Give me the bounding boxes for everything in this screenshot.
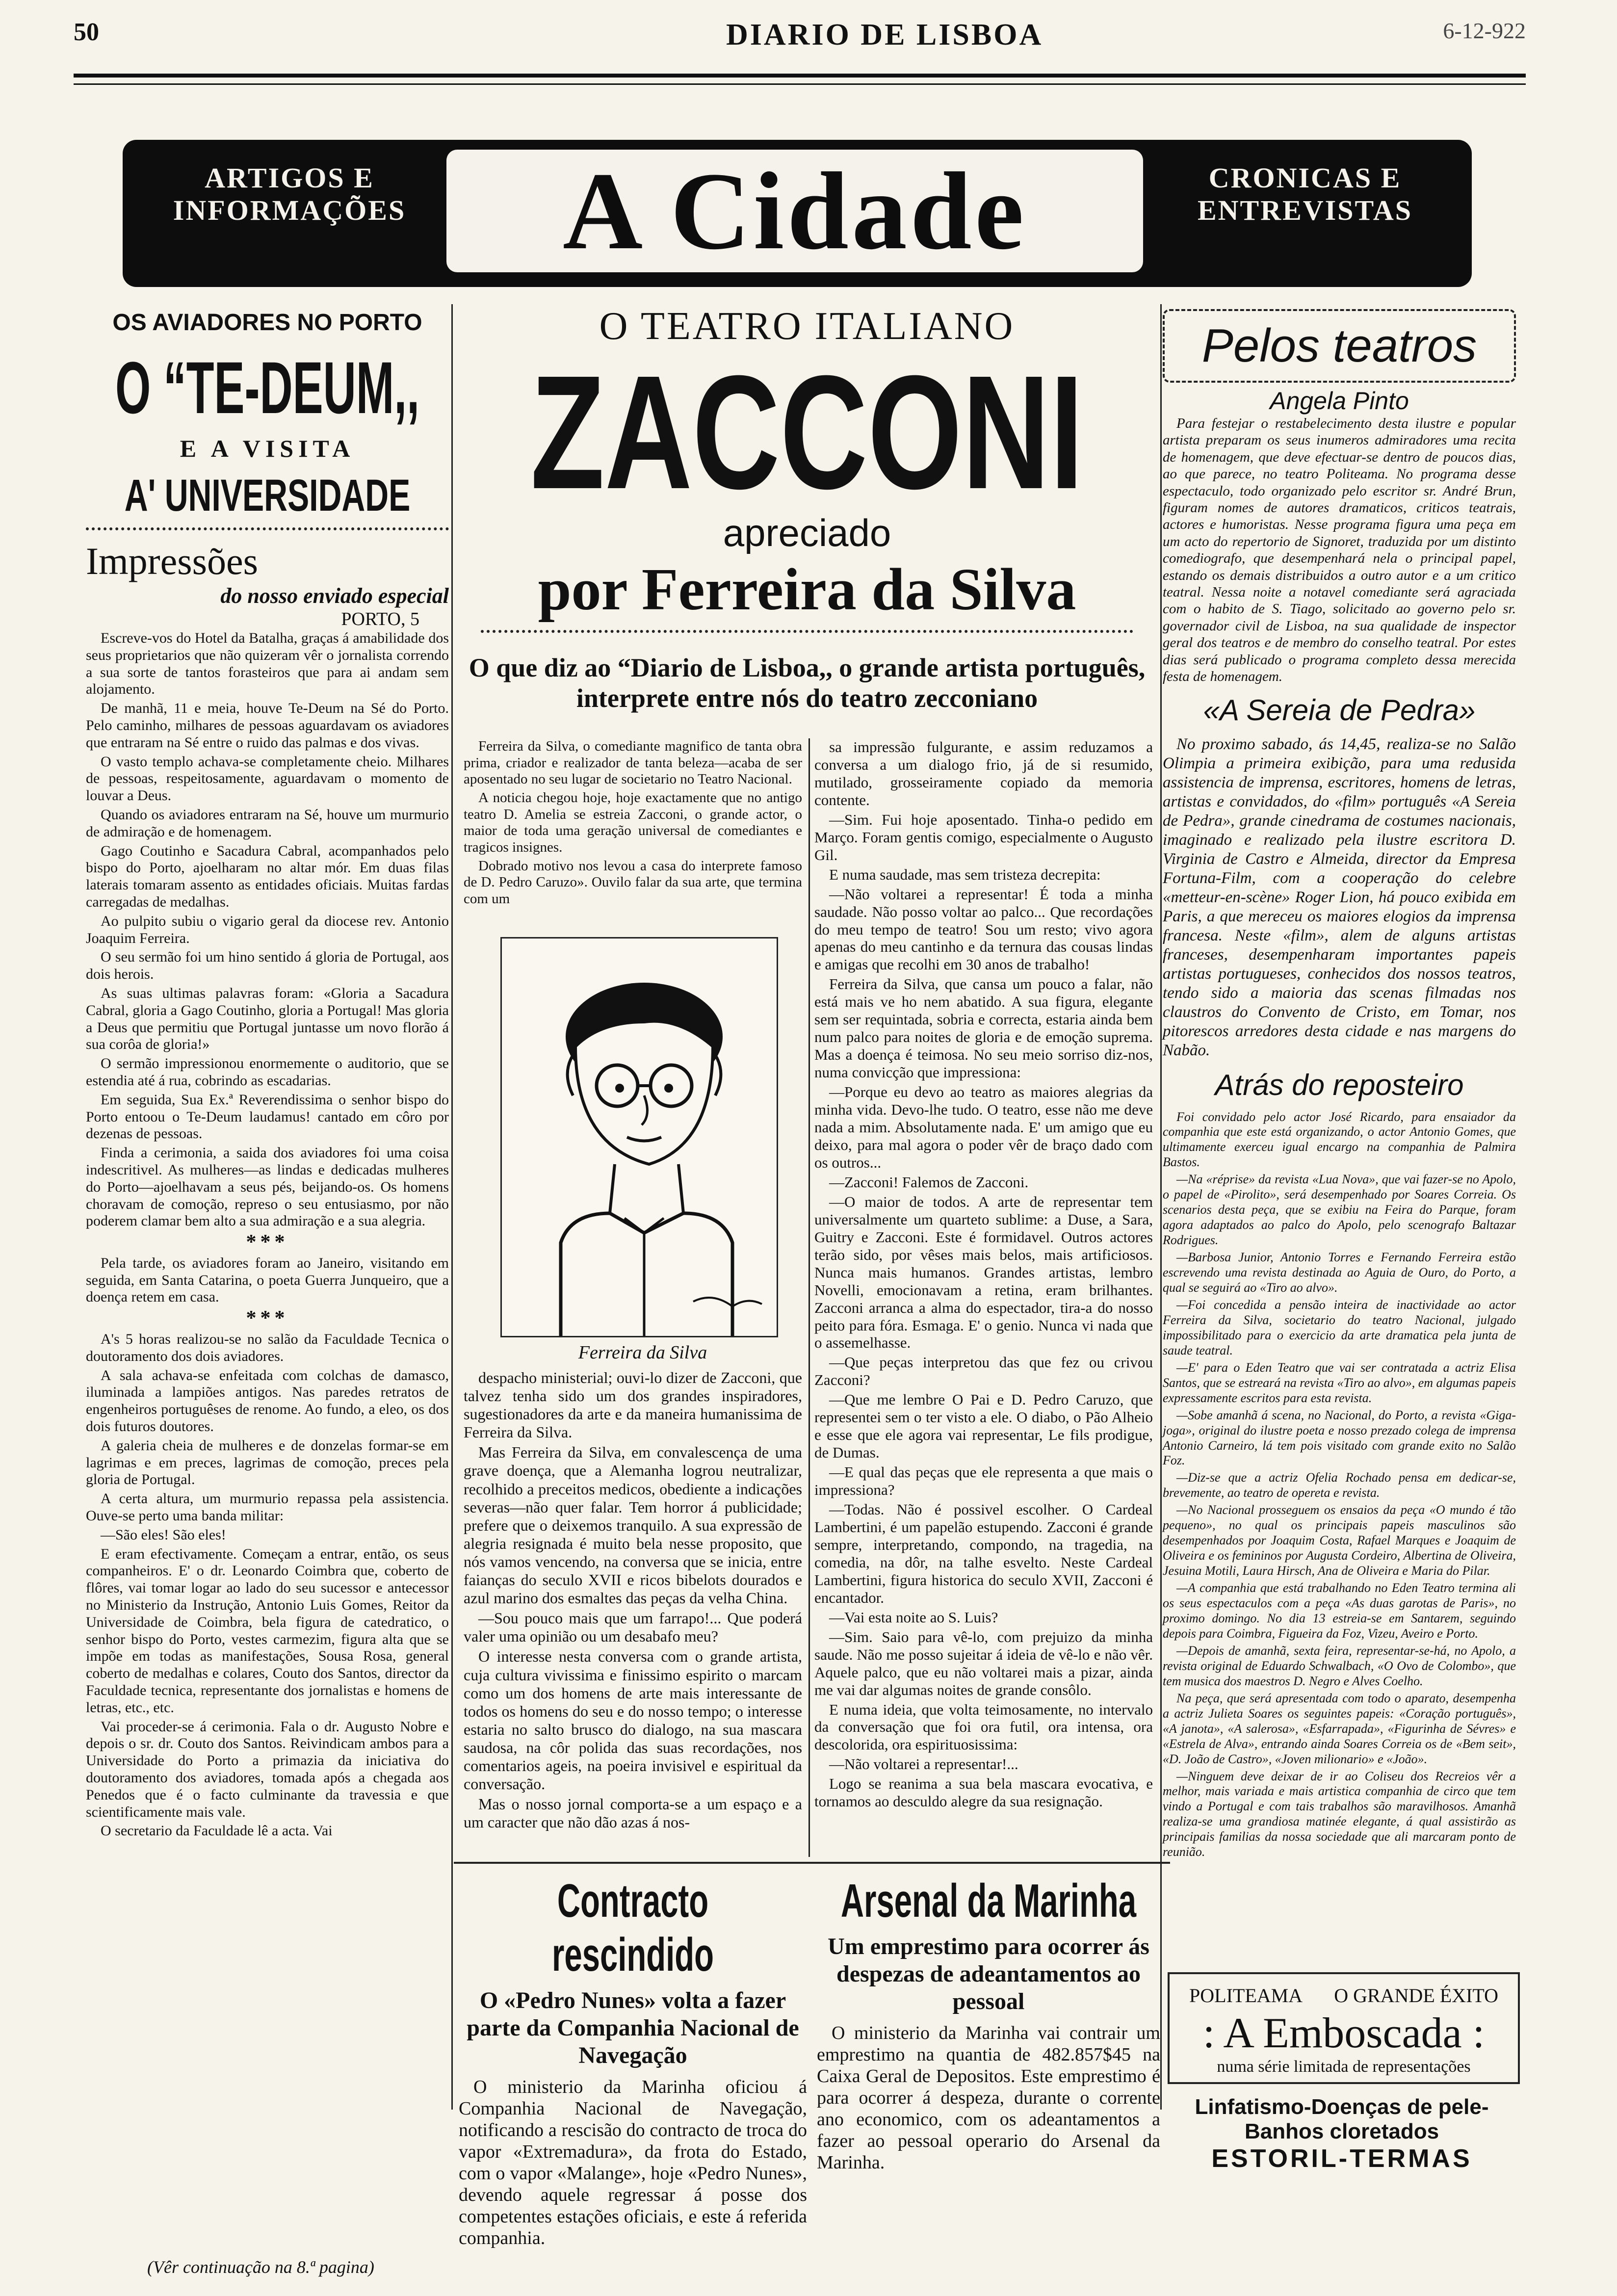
advertisement-politeama xyxy=(1168,1972,1520,2084)
article-paragraph: A sala achava-se enfeitada com colchas de damasco, iluminada a lampiões antigos. Nas paredes retratos de engenheiros portuguêses de renome. Ao fundo, a eleo, os dos dois futuros doutores. xyxy=(86,1367,449,1435)
star-separator: *** xyxy=(246,1231,289,1254)
article-paragraph: Ferreira da Silva, o comediante magnifico de tanta obra prima, criador e realizador de tanta beleza—acaba de ser aposentado no seu lugar de societario no Teatro Nacional. xyxy=(464,738,802,787)
article-paragraph: —Porque eu devo ao teatro as maiores alegrias da minha vida. Devo-lhe tudo. O teatro, esse não me deve nada a mim. Absolutamente nada. E' um amigo que eu deixo, para mal agora o poder vêr de braço dado com os outros... xyxy=(814,1083,1153,1171)
portrait-caricature xyxy=(500,937,778,1337)
article-paragraph: Mas o nosso jornal comporta-se a um espaço e a um caracter que não dão azas á nos- xyxy=(464,1795,802,1831)
article-paragraph: Quando os aviadores entraram na Sé, houve um murmurio de admiração e de homenagem. xyxy=(86,806,449,840)
article-paragraph: O vasto templo achava-se completamente cheio. Milhares de pessoas, respeitosamente, aguardavam o momento de louvar a Deus. xyxy=(86,753,449,804)
banner-left-label: ARTIGOS E INFORMAÇÕES xyxy=(173,162,406,226)
article-paragraph: O seu sermão foi um hino sentido á gloria de Portugal, aos dois herois. xyxy=(86,949,449,983)
article-paragraph: Para festejar o restabelecimento desta ilustre e popular artista preparam os seus inumeros admiradores uma recita de homenagem, que deve efectuar-se dentro de poucos dias, ao que parece, no teatro Politeama. No programa desse espectaculo, todo organizado pelo escritor sr. André Brun, figuram nomes de autores dramaticos, criticos teatrais, actores e humoristas. Nesse programa figura uma peça em um acto do repertorio de Signoret, traduzida por um distinto comediografo, que desempenhará nela o principal papel, estando os demais distribuidos a outro autor e a um critico teatral. Nessa noite a notavel comediante será agraciada com o habito de S. Tiago, solicitado ao governo pelo sr. governador civil de Lisboa, na sua qualidade de inspector geral dos teatros e de membro do conselho teatral. Por estes dias será publicado o programa completo dessa merecida festa de homenagem. xyxy=(1163,416,1516,685)
article-paragraph: As suas ultimas palavras foram: «Gloria a Sacadura Cabral, gloria a Gago Coutinho, gloria a Portugal! Mas gloria a Deus que permitiu que Portugal juntasse um novo florão á sua corôa de gloria!» xyxy=(86,985,449,1053)
article-paragraph: Gago Coutinho e Sacadura Cabral, acompanhados pelo bispo do Porto, ajoelharam no altar mór. Em duas filas laterais tomaram assento as entidades oficiais. Muitas fardas carregadas de medalhas. xyxy=(86,842,449,910)
article-paragraph: A galeria cheia de mulheres e de donzelas formar-se em lagrimas e em preces, lagrimas de comoção, preces pela gloria de Portugal. xyxy=(86,1437,449,1488)
article-kicker: O TEATRO ITALIANO xyxy=(599,305,1015,348)
header-rule xyxy=(74,74,1526,78)
banner-title: A Cidade xyxy=(563,150,1027,272)
dateline: PORTO, 5 xyxy=(341,609,419,629)
ad-name: ESTORIL-TERMAS xyxy=(1211,2144,1472,2173)
article-paragraph: —Sim. Saio para vê-lo, com prejuizo da minha saude. Não me posso sujeitar á ideia de vê-lo e não vêr. Aquele palco, que eu não voltarei mais a pizar, ainda me vai dar algumas noites de grande consôlo. xyxy=(814,1628,1153,1698)
article-deck: Um emprestimo para ocorrer ás despezas de adeantamentos ao pessoal xyxy=(828,1933,1149,2014)
article-paragraph: Mas Ferreira da Silva, em convalescença de uma grave doença, que a Alemanha logrou neutralizar, recolhido a preceitos medicos, obediente a indicações severas—não quer falar. Tem horror á publicidade; prefere que o deixemos tranquilo. A sua expressão de alegria resignada é muito bela nesse proposito, que nós vamos vencendo, na conversa que se inicia, entre faianças do seculo XVII e ricos bibelots dourados e azul marino dos esmaltes das peças da velha China. xyxy=(464,1443,802,1607)
column-pelos-teatros xyxy=(1163,309,1516,1862)
article-deck: O que diz ao “Diario de Lisboa,, o grande artista português, interprete entre nós do teatro zecconiano xyxy=(469,653,1146,713)
portrait-caption: Ferreira da Silva xyxy=(578,1342,707,1363)
article-paragraph: —E' para o Eden Teatro que vai ser contratada a actriz Elisa Santos, que se estreará na revista «Tiro ao alvo», em algumas papeis expressamente escritos para esta revista. xyxy=(1163,1360,1516,1405)
article-paragraph: —Diz-se que a actriz Ofelia Rochado pensa em dedicar-se, brevemente, ao teatro de opereta e revista. xyxy=(1163,1470,1516,1500)
article-paragraph: —São eles! São eles! xyxy=(101,1526,226,1543)
continuation-note: (Vêr continuação na 8.ª pagina) xyxy=(147,2257,374,2277)
dotted-separator xyxy=(86,527,449,530)
banner-right-label: CRONICAS E ENTREVISTAS xyxy=(1197,162,1413,226)
article-paragraph: —Foi concedida a pensão inteira de inactividade ao actor Ferreira da Silva, societario do teatro Nacional, julgado impossibilitado para o exercicio da arte dramatica pela junta de saude teatral. xyxy=(1163,1297,1516,1357)
ad-subtitle: numa série limitada de representações xyxy=(1217,2058,1471,2076)
advertisement-estoril xyxy=(1168,2095,1516,2173)
article-paragraph: —Ninguem deve deixar de ir ao Coliseu dos Recreios vêr a melhor, mais variada e mais artistica companhia de circo que tem vindo a Portugal e com tais trabalhos são maravilhosos. Amanhã realiza-se uma grandiosa matinée elegante, á qual assistirão as principais familias da nossa sociedade que ali marcaram ponto de reunião. xyxy=(1163,1769,1516,1859)
article-paragraph: No proximo sabado, ás 14,45, realiza-se no Salão Olimpia a primeira exibição, para uma redusida assistencia de imprensa, escritores, homens de letras, artistas e convidados, do «film» português «A Sereia de Pedra», grande cinedrama de costumes nacionais, imaginado e realizado pela ilustre escritora D. Virginia de Castro e Almeida, director da Empresa Fortuna-Film, com a cooperação do celebre «metteur-en-scène» Roger Lion, há pouco exibida em Paris, a que mereceu os maiores elogios da imprensa francesa. Neste «film», alem de alguns artistas franceses, desempenharam importantes papeis artistas portugueses, conhecidos dos nossos teatros, tendo sido a maioria das scenas filmadas nos claustros do Convento de Cristo, em Tomar, nos pitorescos arredores desta cidade e nas margens do Nabão. xyxy=(1163,735,1516,1059)
article-paragraph: —Todas. Não é possivel escolher. O Cardeal Lambertini, é um papelão estupendo. Zacconi é grande sempre, interpretando, compondo, na tragedia, na comedia, na dôr, na talhe esvelto. Neste Cardeal Lambertini, figura historica do seculo XVII, Zacconi é encantador. xyxy=(814,1501,1153,1606)
article-paragraph: —Não voltarei a representar!... xyxy=(829,1755,1018,1773)
article-paragraph: despacho ministerial; ouvi-lo dizer de Zacconi, que talvez tenha sido um dos grandes inspiradores, sugestionadores da arte e da maneira humanissima de Ferreira da Silva. xyxy=(464,1369,802,1441)
article-paragraph: O ministerio da Marinha vai contrair um emprestimo na quantia de 482.857$45 na Caixa Geral de Depositos. Este emprestimo é para ocorrer á despeza, durante o corrente ano economico, com os adeantamentos a fazer ao pessoal operario do Arsenal da Marinha. xyxy=(817,2023,1160,2173)
article-paragraph: O secretario da Faculdade lê a acta. Vai xyxy=(101,1823,333,1839)
article-paragraph: —Sou pouco mais que um farrapo!... Que poderá valer uma opinião ou um desabafo meu? xyxy=(464,1609,802,1645)
article-paragraph: A's 5 horas realizou-se no salão da Faculdade Tecnica o doutoramento dos dois aviadores. xyxy=(86,1331,449,1364)
article-paragraph: A noticia chegou hoje, hoje exactamente que no antigo teatro D. Amelia se estreia Zacconi, o grande actor, o maior de toda uma geração universal de comediantes e tragicos insignes. xyxy=(464,789,802,855)
page-header xyxy=(74,18,1526,52)
article-paragraph: —Vai esta noite ao S. Luis? xyxy=(829,1608,998,1626)
article-paragraph: E eram efectivamente. Começam a entrar, então, os seus companheiros. E' o dr. Leonardo Coimbra que, coberto de flôres, vai tomar logar ao lado do seu sucessor e antecessor no Ministerio da Instrução, Antonio Luis Gomes, Reitor da Universidade de Coimbra, bela figura de catedratico, o senhor bispo do Porto, vestes carmezim, figura alta que se impõe em todas as manifestações, Sousa Rosa, general coberto de medalhas e colares, Couto dos Santos, director da Faculdade tecnica, representante dos jornalistas e homens de letras, etc., etc. xyxy=(86,1545,449,1716)
article-paragraph: Na peça, que será apresentada com todo o aparato, desempenha a actriz Julieta Soares os seguintes papeis: «Coração português», «A janota», «A salerosa», «Esfarrapada», «Figurinha de Sévres» e «Estrela de Alva», entrando ainda Soares Correia os de «Bem seit», «D. João de Castro», «Joven milionario» e «João». xyxy=(1163,1691,1516,1766)
article-paragraph: —No Nacional prosseguem os ensaios da peça «O mundo é tão pequeno», no qual os principais papeis masculinos são desempenhados por Joaquim Costa, Rafael Marques e Joaquim de Oliveira e os femininos por Augusta Cordeiro, Albertina de Oliveira, Jesuina Motili, Laura Hirsch, Ana de Oliveira e Maria do Pilar. xyxy=(1163,1503,1516,1578)
header-rule-thin xyxy=(74,83,1526,85)
article-paragraph: —Na «réprise» da revista «Lua Nova», que vai fazer-se no Apolo, o papel de «Pirolito», será desempenhado por Soares Correia. Os scenarios desta peça, que se exibiu na Feira do Parque, foram agora adaptados ao palco do Apolo, pelo scenografo Baltazar Rodrigues. xyxy=(1163,1172,1516,1248)
article-paragraph: sa impressão fulgurante, e assim reduzamos a conversa a um dialogo frio, já de si resumido, mutilado, grosseiramente copiado da memoria contente. xyxy=(814,738,1153,809)
article-aviadores xyxy=(86,309,449,1842)
page-number: 50 xyxy=(74,18,99,46)
newspaper-masthead: DIARIO DE LISBOA xyxy=(726,18,1043,52)
article-headline: ZACCONI xyxy=(530,341,1084,522)
article-paragraph: Logo se reanima a sua bela mascara evocativa, e tornamos ao desculdo alegre da sua resignação. xyxy=(814,1775,1153,1810)
section-banner xyxy=(123,140,1472,287)
article-paragraph: —E qual das peças que ele representa a que mais o impressiona? xyxy=(814,1463,1153,1499)
article-headline: Contracto rescindido xyxy=(551,1875,714,1981)
article-headline: Arsenal da Marinha xyxy=(840,1875,1137,1927)
article-paragraph: Em seguida, Sua Ex.ª Reverendissima o senhor bispo do Porto entoou o Te-Deum laudamus! cantado em côro por dezenas de pessoas. xyxy=(86,1091,449,1142)
article-paragraph: —Que peças interpretou das que fez ou crivou Zacconi? xyxy=(814,1354,1153,1389)
article-body-col-b xyxy=(814,738,1153,1812)
article-paragraph: Pela tarde, os aviadores foram ao Janeiro, visitando em seguida, em Santa Catarina, o poeta Guerra Junqueiro, que a doença retem em casa. xyxy=(86,1254,449,1305)
star-separator: *** xyxy=(246,1307,289,1330)
article-body xyxy=(86,630,449,1840)
article-paragraph: —Não voltarei a representar! É toda a minha saudade. Não posso voltar ao palco... Que recordações do meu tempo de teatro! Sou um resto; vivo agora apenas do meu cantinho e da ternura das cousas lindas e amigas que recolhi em 30 anos de trabalho! xyxy=(814,885,1153,973)
article-paragraph: Ferreira da Silva, que cansa um pouco a falar, não está mais ve ho nem abatido. A sua figura, elegante sem ser requintada, sobria e correcta, estaria ainda bem num palco para noites de gloria e de emoção suprema. Mas a doença é teimosa. No seu meio sorriso diz-nos, numa convicção que impressiona: xyxy=(814,975,1153,1081)
article-paragraph: Foi convidado pelo actor José Ricardo, para ensaiador da companhia que este está organizando, o actor Antonio Gomes, que ultimamente exerceu igual encargo na companhia de Palmira Bastos. xyxy=(1163,1109,1516,1170)
caricature-drawing xyxy=(502,939,777,1336)
ad-venue: POLITEAMA xyxy=(1189,1984,1303,2007)
article-body-col-a-lower xyxy=(464,1369,802,1833)
article-paragraph: Finda a cerimonia, a saida dos aviadores foi uma coisa indescritivel. As mulheres—as lindas e dedicadas mulheres do Porto—ajoelhavam a seus pés, beijando-os. Os homens choravam de comoção, represo o seu entusiasmo, por não poderem clamar bem alto a sua admiração e a sua alegria. xyxy=(86,1145,449,1229)
section-title-box: Pelos teatros xyxy=(1163,309,1516,383)
page-code: 6-12-922 xyxy=(1443,18,1526,43)
article-paragraph: —Zacconi! Falemos de Zacconi. xyxy=(829,1173,1029,1191)
article-paragraph: —Depois de amanhã, sexta feira, representar-se-há, no Apolo, a revista original de Eduardo Schwalbach, «O Ovo de Colombo», que tem musica dos maestros D. Negro e Alves Coelho. xyxy=(1163,1643,1516,1688)
subsection-title: Atrás do reposteiro xyxy=(1215,1068,1464,1101)
article-paragraph: E numa saudade, mas sem tristeza decrepita: xyxy=(829,865,1101,883)
article-body xyxy=(1163,415,1516,685)
article-zacconi-head xyxy=(451,304,1163,713)
article-paragraph: —Barbosa Junior, Antonio Torres e Fernando Ferreira estão escrevendo uma revista destinada ao Aguia de Ouro, do Porto, a qual se seguirá ao «Tiro ao alvo». xyxy=(1163,1250,1516,1295)
dotted-separator xyxy=(481,630,1133,633)
article-paragraph: Dobrado motivo nos levou a casa do interprete famoso de D. Pedro Caruzo». Ouvilo falar da sua arte, que termina com um xyxy=(464,858,802,907)
section-subtitle: Angela Pinto xyxy=(1270,387,1409,415)
article-paragraph: Escreve-vos do Hotel da Batalha, graças á amabilidade dos seus proprietarios que não quizeram vêr o jornalista correndo a sua sorte de tantos forasteiros que para ai andam sem alojamento. xyxy=(86,630,449,698)
ad-tagline: O GRANDE ÉXITO xyxy=(1334,1984,1498,2007)
article-paragraph: E numa ideia, que volta teimosamente, no intervalo da conversação que foi ora futil, ora intensa, ora descolorida, ora espirituosissima: xyxy=(814,1700,1153,1753)
article-body xyxy=(1163,735,1516,1060)
article-subhead-large: A' UNIVERSIDADE xyxy=(124,470,411,521)
article-paragraph: O interesse nesta conversa com o grande artista, cuja cultura vivissima e finissimo espirito o marcam como um dos homens de arte mais interessante de todos os homens do seu e do nosso tempo; o interesse estaria no salto brusco do dialogo, na sua mascara saudosa, na côr polida das suas recordações, nos comentarios ageis, na poeira invisivel e espiritual da conversação. xyxy=(464,1647,802,1793)
article-paragraph: —Sobe amanhã á scena, no Nacional, do Porto, a revista «Giga-joga», original do ilustre poeta e nosso prezado colega de imprensa Antonio Carneiro, lá tem pois visitado com grande exito no Salão Foz. xyxy=(1163,1408,1516,1468)
box-separator xyxy=(454,1862,1170,1864)
column-rule xyxy=(808,738,810,1857)
article-headline: O “TE-DEUM,, xyxy=(115,346,419,429)
banner-title-plate xyxy=(446,150,1143,272)
article-paragraph: —Sim. Fui hoje aposentado. Tinha-o pedido em Março. Foram gentis comigo, especialmente o Augusto Gil. xyxy=(814,810,1153,863)
article-paragraph: Vai proceder-se á cerimonia. Fala o dr. Augusto Nobre e depois o sr. dr. Couto dos Santos. Reivindicam ambos para a Universidade do Porto a primazia da iniciativa do doutoramento dos aviadores, tomada após a chegada aos Penedos que é o facto culminante da travessia e que scientificamente mais vale. xyxy=(86,1718,449,1820)
article-paragraph: —A companhia que está trabalhando no Eden Teatro termina ali os seus espectaculos com a peça «As duas garotas de Paris», no proximo domingo. No dia 13 estreia-se em Santarem, seguindo depois para Coimbra, Figueira da Foz, Vizeu, Aveiro e Porto. xyxy=(1163,1581,1516,1641)
article-paragraph: De manhã, 11 e meia, houve Te-Deum na Sé do Porto. Pelo caminho, milhares de pessoas aguardavam os aviadores que entraram na Sé entre o ruido das palmas e dos vivas. xyxy=(86,700,449,751)
article-deck: O «Pedro Nunes» volta a fazer parte da Companhia Nacional de Navegação xyxy=(467,1987,799,2068)
article-kicker: OS AVIADORES NO PORTO xyxy=(112,310,422,336)
article-paragraph: O ministerio da Marinha oficiou á Companhia Nacional de Navegação, notificando a rescisão do contracto de troca do vapor «Extremadura», da frota do Estado, com o vapor «Malange», hoje «Pedro Nunes», devendo aquele regressar á posse dos competentes estações oficiais, e este á referida companhia. xyxy=(459,2077,807,2248)
article-subhead: E A VISITA xyxy=(180,435,355,462)
article-arsenal xyxy=(817,1874,1160,2175)
ad-title: : A Emboscada : xyxy=(1202,2009,1485,2057)
byline: do nosso enviado especial xyxy=(220,584,449,608)
article-paragraph: A certa altura, um murmurio repassa pela assistencia. Ouve-se perto uma banda militar: xyxy=(86,1490,449,1524)
section-title: Impressões xyxy=(86,540,258,582)
article-contracto xyxy=(459,1874,807,2251)
ad-line: Linfatismo-Doenças de pele-Banhos cloretados xyxy=(1195,2095,1489,2143)
article-paragraph: —Que me lembre O Pai e D. Pedro Caruzo, que representei sem o ter visto a ele. O diabo, o Pão Alheio e esse que ele agora vai representar, Le fils prodigue, de Dumas. xyxy=(814,1391,1153,1461)
article-byline: por Ferreira da Silva xyxy=(538,556,1076,623)
article-paragraph: Ao pulpito subiu o vigario geral da diocese rev. Antonio Joaquim Ferreira. xyxy=(86,913,449,946)
article-paragraph: O sermão impressionou enormemente o auditorio, que se estendia até á rua, cobrindo as escadarias. xyxy=(86,1055,449,1089)
article-body-col-a xyxy=(464,738,802,910)
article-paragraph: —O maior de todos. A arte de representar tem universalmente um quarteto sublime: a Duse, a Sara, Guitry e Zacconi. Este é formidavel. Outros actores terão sido, por vêses mais belos, mais artificiosos. Nunca mais humanos. Grandes artistas, lembro Novelli, emocionavam a retina, eram brilhantes. Zacconi arranca a alma do espectador, tira-a do nosso peito para fóra. Esmaga. E' o genio. Nunca vi nada que o assemelhasse. xyxy=(814,1193,1153,1352)
article-subhead: apreciado xyxy=(723,511,891,554)
article-body xyxy=(1163,1110,1516,1860)
subsection-title: «A Sereia de Pedra» xyxy=(1203,693,1476,727)
